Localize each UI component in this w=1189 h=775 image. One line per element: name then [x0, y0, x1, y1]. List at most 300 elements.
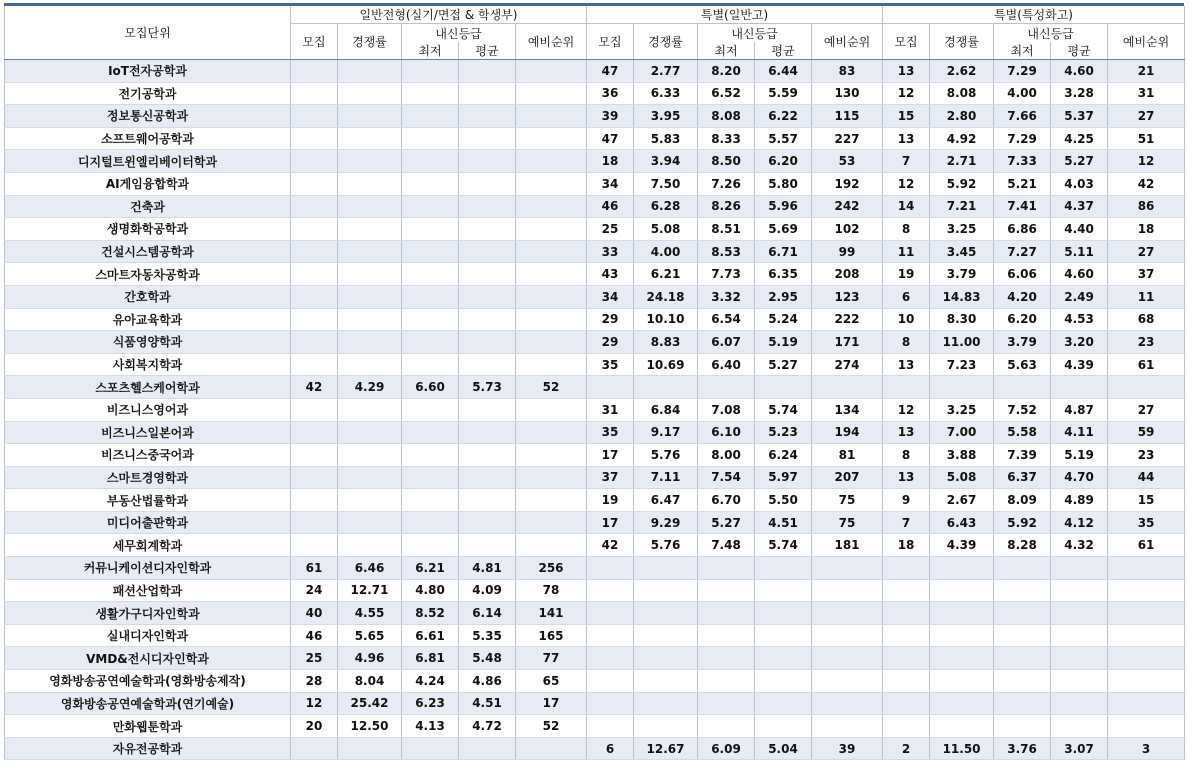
cell-special-vocational-grade-min: 4.20: [994, 285, 1051, 308]
cell-general-grade-avg: [459, 737, 516, 760]
cell-general-grade-min: [402, 398, 459, 421]
cell-general-recruit: [291, 218, 338, 241]
cell-special-vocational-grade-avg: 4.87: [1051, 398, 1108, 421]
cell-general-recruit: [291, 331, 338, 354]
cell-general-recruit: [291, 737, 338, 760]
cell-special-general-grade-avg: [755, 715, 812, 738]
cell-special-vocational-grade-avg: 4.11: [1051, 421, 1108, 444]
cell-special-vocational-recruit: 13: [883, 353, 930, 376]
cell-general-grade-avg: [459, 421, 516, 444]
cell-general-grade-avg: [459, 331, 516, 354]
cell-special-general-grade-avg: 5.04: [755, 737, 812, 760]
cell-special-general-grade-min: 7.54: [698, 466, 755, 489]
col-grade-avg: 평균: [1051, 42, 1108, 60]
cell-general-recruit: 46: [291, 624, 338, 647]
cell-general-waitlist: [516, 218, 587, 241]
cell-special-vocational-grade-min: [994, 670, 1051, 693]
cell-general-recruit: 12: [291, 692, 338, 715]
cell-general-competition: [338, 60, 402, 83]
cell-special-general-waitlist: 99: [812, 240, 883, 263]
col-recruit: 모집: [883, 24, 930, 60]
cell-special-vocational-recruit: [883, 624, 930, 647]
cell-special-vocational-recruit: [883, 715, 930, 738]
cell-unit: 유아교육학과: [5, 308, 291, 331]
cell-unit: 생명화학공학과: [5, 218, 291, 241]
cell-general-recruit: 42: [291, 376, 338, 399]
cell-special-vocational-waitlist: 61: [1108, 353, 1185, 376]
cell-special-general-recruit: 37: [587, 466, 634, 489]
cell-special-general-competition: 5.76: [634, 444, 698, 467]
cell-general-waitlist: [516, 421, 587, 444]
cell-special-vocational-grade-avg: [1051, 670, 1108, 693]
col-grade-min: 최저: [402, 42, 459, 60]
cell-special-general-waitlist: 181: [812, 534, 883, 557]
cell-special-general-grade-min: 8.26: [698, 195, 755, 218]
cell-special-vocational-grade-avg: 4.70: [1051, 466, 1108, 489]
cell-special-general-competition: 7.50: [634, 172, 698, 195]
cell-special-vocational-competition: [930, 692, 994, 715]
cell-special-vocational-recruit: 13: [883, 127, 930, 150]
group-header-general: 일반전형(실기/면접 & 학생부): [291, 6, 587, 24]
cell-special-general-recruit: 17: [587, 444, 634, 467]
cell-special-general-grade-min: [698, 579, 755, 602]
cell-special-vocational-competition: 3.25: [930, 398, 994, 421]
cell-general-grade-min: [402, 240, 459, 263]
cell-general-waitlist: 141: [516, 602, 587, 625]
cell-special-vocational-waitlist: 27: [1108, 240, 1185, 263]
cell-special-general-recruit: [587, 647, 634, 670]
cell-special-general-recruit: 29: [587, 308, 634, 331]
cell-general-grade-min: [402, 737, 459, 760]
cell-special-general-competition: 6.47: [634, 489, 698, 512]
table-row: [5, 127, 1185, 150]
cell-general-waitlist: [516, 353, 587, 376]
cell-special-general-waitlist: 134: [812, 398, 883, 421]
cell-special-vocational-competition: 7.23: [930, 353, 994, 376]
cell-special-vocational-waitlist: [1108, 715, 1185, 738]
cell-special-vocational-grade-min: 3.76: [994, 737, 1051, 760]
cell-general-grade-min: [402, 105, 459, 128]
cell-special-vocational-grade-avg: 2.49: [1051, 285, 1108, 308]
cell-general-waitlist: 52: [516, 715, 587, 738]
cell-special-vocational-recruit: 8: [883, 218, 930, 241]
cell-special-general-recruit: [587, 376, 634, 399]
cell-special-vocational-waitlist: 11: [1108, 285, 1185, 308]
col-grade-avg: 평균: [459, 42, 516, 60]
cell-general-waitlist: [516, 534, 587, 557]
cell-general-waitlist: 17: [516, 692, 587, 715]
cell-special-general-waitlist: 75: [812, 511, 883, 534]
cell-special-vocational-recruit: 8: [883, 331, 930, 354]
cell-special-general-waitlist: [812, 670, 883, 693]
cell-special-vocational-competition: [930, 376, 994, 399]
cell-general-grade-min: 4.13: [402, 715, 459, 738]
cell-general-grade-min: 6.21: [402, 557, 459, 580]
cell-general-grade-avg: [459, 263, 516, 286]
cell-special-general-competition: 10.10: [634, 308, 698, 331]
cell-special-general-grade-avg: [755, 670, 812, 693]
cell-special-general-grade-avg: 6.24: [755, 444, 812, 467]
cell-special-vocational-recruit: 12: [883, 82, 930, 105]
unit-header: 모집단위: [5, 6, 291, 60]
cell-special-general-competition: 8.83: [634, 331, 698, 354]
cell-general-competition: [338, 285, 402, 308]
cell-special-general-competition: 12.67: [634, 737, 698, 760]
cell-general-grade-avg: [459, 285, 516, 308]
cell-special-general-grade-min: 7.73: [698, 263, 755, 286]
cell-special-general-waitlist: 102: [812, 218, 883, 241]
cell-general-waitlist: [516, 172, 587, 195]
cell-special-vocational-grade-min: [994, 579, 1051, 602]
col-grade: 내신등급: [698, 24, 812, 43]
table-row: [5, 624, 1185, 647]
cell-special-vocational-grade-min: [994, 692, 1051, 715]
cell-special-general-grade-min: 8.53: [698, 240, 755, 263]
cell-special-general-waitlist: 242: [812, 195, 883, 218]
cell-general-recruit: [291, 285, 338, 308]
cell-special-general-grade-min: 8.50: [698, 150, 755, 173]
cell-special-general-grade-avg: 5.74: [755, 534, 812, 557]
cell-special-vocational-grade-avg: 4.60: [1051, 60, 1108, 83]
cell-special-general-grade-avg: 5.97: [755, 466, 812, 489]
cell-general-grade-min: [402, 60, 459, 83]
cell-general-competition: [338, 172, 402, 195]
cell-general-competition: [338, 534, 402, 557]
cell-special-vocational-competition: [930, 670, 994, 693]
cell-special-vocational-competition: [930, 647, 994, 670]
cell-unit: IoT전자공학과: [5, 60, 291, 83]
cell-special-general-recruit: 33: [587, 240, 634, 263]
cell-special-general-grade-min: 7.08: [698, 398, 755, 421]
cell-special-vocational-grade-avg: 5.27: [1051, 150, 1108, 173]
cell-special-vocational-grade-min: 8.09: [994, 489, 1051, 512]
cell-special-general-grade-avg: 6.22: [755, 105, 812, 128]
cell-general-competition: [338, 489, 402, 512]
cell-special-general-grade-min: [698, 670, 755, 693]
cell-special-general-recruit: [587, 624, 634, 647]
cell-unit: 비즈니스일본어과: [5, 421, 291, 444]
cell-special-vocational-waitlist: 15: [1108, 489, 1185, 512]
cell-special-vocational-waitlist: 44: [1108, 466, 1185, 489]
cell-special-vocational-competition: 3.45: [930, 240, 994, 263]
col-grade: 내신등급: [402, 24, 516, 43]
cell-general-waitlist: [516, 263, 587, 286]
cell-special-vocational-grade-avg: 4.89: [1051, 489, 1108, 512]
cell-general-competition: [338, 308, 402, 331]
cell-special-vocational-waitlist: 12: [1108, 150, 1185, 173]
cell-special-vocational-recruit: 12: [883, 398, 930, 421]
cell-special-general-recruit: 34: [587, 285, 634, 308]
cell-unit: 식품영양학과: [5, 331, 291, 354]
group-header-special-general: 특별(일반고): [587, 6, 883, 24]
cell-special-vocational-waitlist: 21: [1108, 60, 1185, 83]
cell-special-general-grade-avg: 5.69: [755, 218, 812, 241]
cell-special-vocational-grade-avg: 4.39: [1051, 353, 1108, 376]
cell-general-competition: [338, 331, 402, 354]
cell-special-general-grade-avg: 5.80: [755, 172, 812, 195]
cell-special-general-competition: 10.69: [634, 353, 698, 376]
cell-special-vocational-competition: 3.79: [930, 263, 994, 286]
cell-general-recruit: [291, 421, 338, 444]
cell-special-vocational-recruit: [883, 557, 930, 580]
cell-general-competition: 8.04: [338, 670, 402, 693]
cell-unit: 간호학과: [5, 285, 291, 308]
cell-special-vocational-competition: 7.21: [930, 195, 994, 218]
table-row: [5, 172, 1185, 195]
table-row: [5, 737, 1185, 760]
cell-general-competition: [338, 150, 402, 173]
cell-special-general-grade-avg: 5.27: [755, 353, 812, 376]
cell-special-general-competition: 4.00: [634, 240, 698, 263]
cell-general-grade-avg: 4.86: [459, 670, 516, 693]
cell-special-vocational-grade-avg: 4.12: [1051, 511, 1108, 534]
cell-special-general-grade-min: 3.32: [698, 285, 755, 308]
cell-special-vocational-grade-avg: [1051, 692, 1108, 715]
cell-special-vocational-recruit: 8: [883, 444, 930, 467]
cell-general-competition: [338, 218, 402, 241]
cell-special-general-competition: 24.18: [634, 285, 698, 308]
cell-special-vocational-competition: 2.67: [930, 489, 994, 512]
cell-special-vocational-grade-min: 7.41: [994, 195, 1051, 218]
cell-special-general-waitlist: [812, 579, 883, 602]
cell-special-general-grade-min: 8.51: [698, 218, 755, 241]
cell-general-competition: [338, 737, 402, 760]
cell-special-vocational-competition: 5.92: [930, 172, 994, 195]
cell-special-general-grade-min: 7.26: [698, 172, 755, 195]
cell-special-vocational-grade-min: 7.33: [994, 150, 1051, 173]
cell-special-general-waitlist: 75: [812, 489, 883, 512]
table-row: [5, 466, 1185, 489]
cell-general-grade-avg: 4.09: [459, 579, 516, 602]
cell-special-general-waitlist: 208: [812, 263, 883, 286]
table-row: [5, 534, 1185, 557]
cell-general-waitlist: [516, 489, 587, 512]
cell-special-vocational-grade-min: [994, 715, 1051, 738]
cell-special-general-waitlist: [812, 692, 883, 715]
cell-unit: 소프트웨어공학과: [5, 127, 291, 150]
table-row: [5, 489, 1185, 512]
cell-special-general-waitlist: 123: [812, 285, 883, 308]
cell-special-vocational-recruit: 9: [883, 489, 930, 512]
cell-general-grade-avg: 6.14: [459, 602, 516, 625]
cell-special-general-grade-min: 6.70: [698, 489, 755, 512]
cell-special-vocational-grade-avg: 4.60: [1051, 263, 1108, 286]
cell-special-general-waitlist: [812, 376, 883, 399]
cell-general-grade-avg: [459, 489, 516, 512]
cell-special-vocational-grade-min: 3.79: [994, 331, 1051, 354]
cell-special-vocational-recruit: 7: [883, 511, 930, 534]
cell-special-general-recruit: 36: [587, 82, 634, 105]
cell-general-recruit: [291, 353, 338, 376]
table-row: [5, 353, 1185, 376]
cell-special-general-grade-avg: 5.24: [755, 308, 812, 331]
cell-special-general-grade-min: 6.52: [698, 82, 755, 105]
cell-special-vocational-waitlist: [1108, 624, 1185, 647]
cell-general-recruit: [291, 127, 338, 150]
cell-special-general-grade-min: 6.10: [698, 421, 755, 444]
cell-general-grade-avg: 4.81: [459, 557, 516, 580]
cell-special-general-waitlist: 81: [812, 444, 883, 467]
table-row: [5, 398, 1185, 421]
cell-special-vocational-grade-min: 7.39: [994, 444, 1051, 467]
cell-special-vocational-grade-avg: [1051, 602, 1108, 625]
cell-special-vocational-waitlist: 68: [1108, 308, 1185, 331]
cell-special-general-grade-min: [698, 647, 755, 670]
cell-special-general-grade-avg: [755, 692, 812, 715]
cell-general-waitlist: [516, 240, 587, 263]
cell-special-general-competition: [634, 692, 698, 715]
cell-special-general-competition: 2.77: [634, 60, 698, 83]
cell-special-general-competition: 6.84: [634, 398, 698, 421]
cell-special-vocational-grade-avg: 4.53: [1051, 308, 1108, 331]
cell-general-grade-avg: [459, 218, 516, 241]
cell-special-general-competition: [634, 647, 698, 670]
cell-special-general-competition: [634, 624, 698, 647]
cell-special-general-recruit: 17: [587, 511, 634, 534]
cell-special-vocational-grade-avg: [1051, 579, 1108, 602]
cell-general-waitlist: [516, 195, 587, 218]
cell-special-vocational-competition: 8.08: [930, 82, 994, 105]
cell-general-waitlist: [516, 285, 587, 308]
cell-special-general-grade-min: 6.54: [698, 308, 755, 331]
cell-general-waitlist: [516, 511, 587, 534]
cell-special-vocational-waitlist: 23: [1108, 331, 1185, 354]
cell-special-vocational-grade-min: 5.21: [994, 172, 1051, 195]
cell-general-competition: 25.42: [338, 692, 402, 715]
cell-special-general-grade-avg: [755, 602, 812, 625]
cell-general-recruit: 24: [291, 579, 338, 602]
cell-special-general-waitlist: 274: [812, 353, 883, 376]
table-header: [5, 6, 1185, 60]
cell-special-general-competition: [634, 602, 698, 625]
cell-special-vocational-waitlist: [1108, 579, 1185, 602]
cell-special-vocational-waitlist: 61: [1108, 534, 1185, 557]
cell-general-competition: 4.96: [338, 647, 402, 670]
cell-general-recruit: 28: [291, 670, 338, 693]
cell-general-grade-avg: 4.72: [459, 715, 516, 738]
cell-special-vocational-grade-min: 5.63: [994, 353, 1051, 376]
cell-special-vocational-recruit: 12: [883, 172, 930, 195]
cell-special-general-grade-avg: 4.51: [755, 511, 812, 534]
cell-general-waitlist: [516, 331, 587, 354]
table-row: [5, 647, 1185, 670]
cell-general-recruit: [291, 511, 338, 534]
cell-special-vocational-competition: 6.43: [930, 511, 994, 534]
cell-general-grade-min: [402, 285, 459, 308]
cell-special-vocational-recruit: [883, 670, 930, 693]
cell-general-grade-min: [402, 308, 459, 331]
cell-general-competition: [338, 105, 402, 128]
cell-special-vocational-grade-avg: 4.03: [1051, 172, 1108, 195]
col-recruit: 모집: [587, 24, 634, 60]
cell-general-grade-min: 4.80: [402, 579, 459, 602]
cell-special-vocational-recruit: [883, 692, 930, 715]
table-row: [5, 150, 1185, 173]
cell-special-general-grade-min: 8.33: [698, 127, 755, 150]
cell-special-vocational-grade-avg: [1051, 624, 1108, 647]
cell-special-general-waitlist: 171: [812, 331, 883, 354]
cell-special-general-grade-avg: 6.20: [755, 150, 812, 173]
cell-general-recruit: [291, 263, 338, 286]
cell-special-general-waitlist: 194: [812, 421, 883, 444]
cell-special-vocational-waitlist: 59: [1108, 421, 1185, 444]
cell-special-vocational-competition: [930, 624, 994, 647]
col-competition: 경쟁률: [634, 24, 698, 60]
cell-special-general-grade-avg: 6.44: [755, 60, 812, 83]
cell-general-grade-min: 4.24: [402, 670, 459, 693]
cell-general-grade-avg: [459, 534, 516, 557]
table-row: [5, 692, 1185, 715]
cell-special-general-competition: 5.83: [634, 127, 698, 150]
cell-general-grade-min: [402, 195, 459, 218]
table-row: [5, 218, 1185, 241]
cell-general-grade-avg: [459, 195, 516, 218]
cell-general-competition: [338, 195, 402, 218]
cell-general-recruit: [291, 82, 338, 105]
cell-general-recruit: 25: [291, 647, 338, 670]
cell-special-vocational-waitlist: 35: [1108, 511, 1185, 534]
table-row: [5, 670, 1185, 693]
cell-special-vocational-recruit: [883, 376, 930, 399]
cell-unit: 스마트경영학과: [5, 466, 291, 489]
cell-general-competition: [338, 398, 402, 421]
cell-unit: 커뮤니케이션디자인학과: [5, 557, 291, 580]
cell-special-vocational-grade-avg: 4.32: [1051, 534, 1108, 557]
cell-special-vocational-recruit: 19: [883, 263, 930, 286]
cell-special-vocational-competition: 7.00: [930, 421, 994, 444]
cell-general-waitlist: [516, 466, 587, 489]
cell-special-general-recruit: [587, 692, 634, 715]
cell-general-recruit: [291, 489, 338, 512]
cell-special-vocational-recruit: [883, 647, 930, 670]
cell-general-waitlist: 65: [516, 670, 587, 693]
cell-special-vocational-grade-avg: 5.37: [1051, 105, 1108, 128]
table-row: [5, 195, 1185, 218]
cell-general-grade-min: [402, 489, 459, 512]
cell-special-general-grade-avg: [755, 647, 812, 670]
cell-special-general-grade-avg: 5.23: [755, 421, 812, 444]
cell-special-vocational-grade-avg: [1051, 557, 1108, 580]
table-row: [5, 376, 1185, 399]
cell-special-vocational-recruit: 11: [883, 240, 930, 263]
col-grade: 내신등급: [994, 24, 1108, 43]
cell-general-competition: [338, 511, 402, 534]
cell-special-vocational-grade-avg: 3.07: [1051, 737, 1108, 760]
cell-general-grade-min: [402, 421, 459, 444]
cell-general-grade-avg: [459, 105, 516, 128]
cell-special-vocational-waitlist: 27: [1108, 105, 1185, 128]
cell-special-vocational-competition: [930, 579, 994, 602]
cell-special-general-recruit: 25: [587, 218, 634, 241]
cell-general-waitlist: [516, 398, 587, 421]
cell-special-general-recruit: 35: [587, 353, 634, 376]
cell-special-general-waitlist: [812, 557, 883, 580]
cell-special-vocational-competition: 3.88: [930, 444, 994, 467]
cell-special-general-grade-min: 7.48: [698, 534, 755, 557]
cell-special-general-grade-min: [698, 376, 755, 399]
table-row: [5, 263, 1185, 286]
table-row: [5, 579, 1185, 602]
cell-general-grade-avg: [459, 466, 516, 489]
cell-special-vocational-recruit: 15: [883, 105, 930, 128]
cell-special-general-grade-avg: 6.35: [755, 263, 812, 286]
cell-special-vocational-competition: 4.39: [930, 534, 994, 557]
cell-unit: 자유전공학과: [5, 737, 291, 760]
cell-general-recruit: 20: [291, 715, 338, 738]
cell-general-grade-min: [402, 534, 459, 557]
cell-special-vocational-waitlist: [1108, 602, 1185, 625]
cell-special-vocational-grade-min: 6.86: [994, 218, 1051, 241]
